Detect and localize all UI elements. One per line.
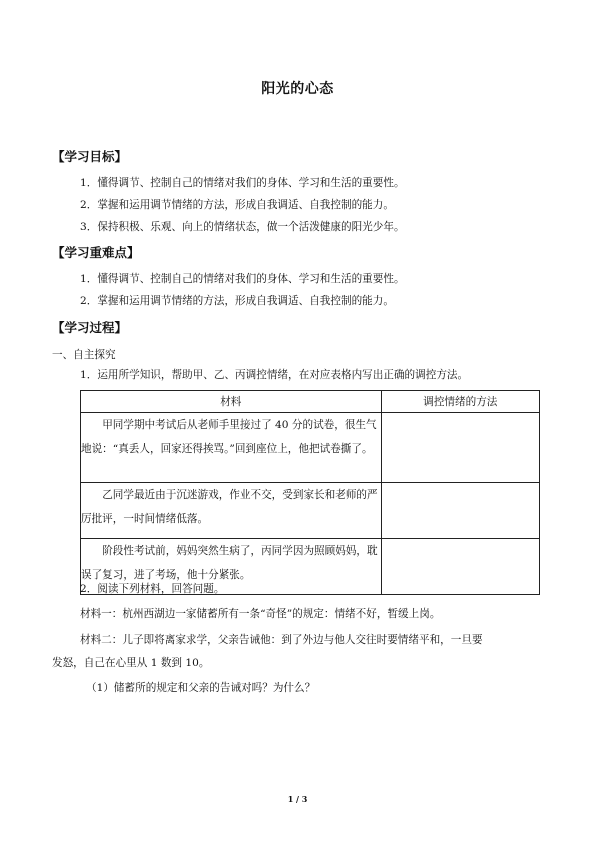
method-cell-1[interactable] xyxy=(381,413,539,483)
header-material: 材料 xyxy=(81,391,382,413)
material-cell-1: 甲同学期中考试后从老师手里接过了 40 分的试卷，很生气地说：“真丢人，回家还得挨骂。”回到座位上，他把试卷撕了。 xyxy=(81,413,382,483)
materials-table xyxy=(80,390,540,595)
goals-heading: 【学习目标】 xyxy=(52,149,128,164)
goal-item-2: 2．掌握和运用调节情绪的方法，形成自我调适、自我控制的能力。 xyxy=(80,199,394,211)
page-title: 阳光的心态 xyxy=(261,81,334,97)
part-one-label: 一、自主探究 xyxy=(52,349,116,361)
material-cell-2: 乙同学最近由于沉迷游戏，作业不交，受到家长和老师的严厉批评，一时间情绪低落。 xyxy=(81,483,382,539)
material-cell-3: 阶段性考试前，妈妈突然生病了，丙同学因为照顾妈妈，耽误了复习，进了考场，他十分紧张。 xyxy=(81,539,382,595)
material-two-line-1: 材料二：儿子即将离家求学，父亲告诫他：到了外边与他人交往时要情绪平和，一旦要 xyxy=(80,634,483,646)
key-point-item-2: 2．掌握和运用调节情绪的方法，形成自我调适、自我控制的能力。 xyxy=(80,295,394,307)
table-row xyxy=(81,413,540,483)
method-cell-3[interactable] xyxy=(381,539,539,595)
key-point-item-1: 1．懂得调节、控制自己的情绪对我们的身体、学习和生活的重要性。 xyxy=(80,273,405,285)
header-method: 调控情绪的方法 xyxy=(381,391,539,413)
table-header-row xyxy=(81,391,540,413)
key-points-heading: 【学习重难点】 xyxy=(52,245,140,260)
page-number: 1 / 3 xyxy=(287,794,308,804)
material-two-line-2: 发怒，自己在心里从 1 数到 10。 xyxy=(52,657,210,669)
sub-question-1: （1）储蓄所的规定和父亲的告诫对吗？为什么？ xyxy=(86,682,316,694)
question-2: 2．阅读下列材料，回答问题。 xyxy=(80,583,225,595)
table-row xyxy=(81,483,540,539)
material-one: 材料一：杭州西湖边一家储蓄所有一条“奇怪”的规定：情绪不好，暂缓上岗。 xyxy=(80,608,441,620)
goal-item-1: 1．懂得调节、控制自己的情绪对我们的身体、学习和生活的重要性。 xyxy=(80,177,405,189)
method-cell-2[interactable] xyxy=(381,483,539,539)
process-heading: 【学习过程】 xyxy=(52,320,128,335)
goal-item-3: 3．保持积极、乐观、向上的情绪状态，做一个活泼健康的阳光少年。 xyxy=(80,221,405,233)
question-1: 1．运用所学知识，帮助甲、乙、丙调控情绪，在对应表格内写出正确的调控方法。 xyxy=(80,369,469,381)
